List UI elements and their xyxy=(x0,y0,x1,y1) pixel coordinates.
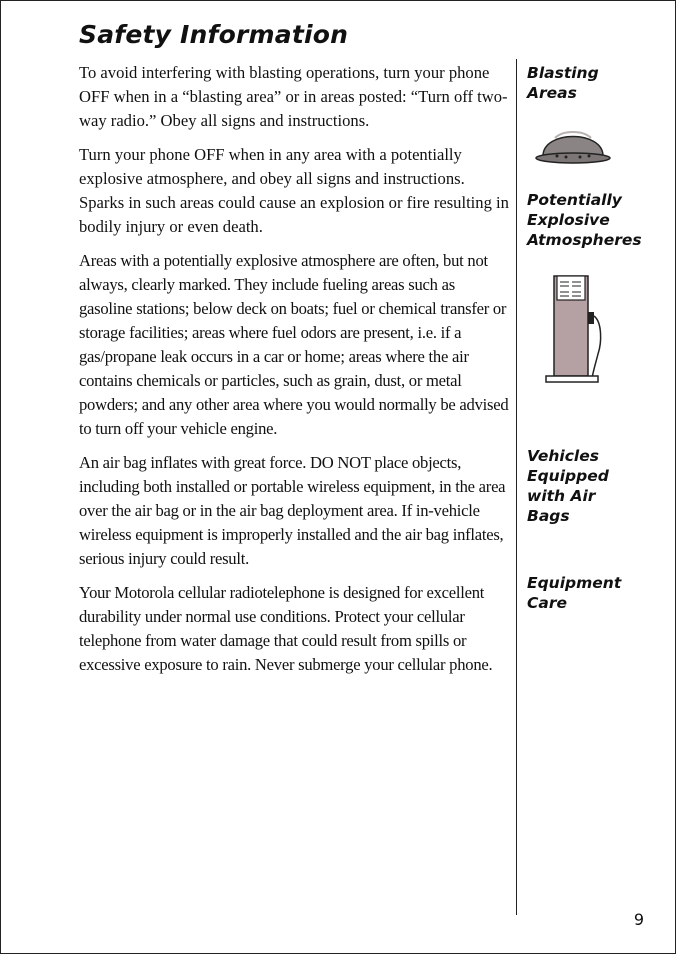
paragraph-blasting: To avoid interfering with blasting operations, turn your phone OFF when in a “blasting area” or in areas posted: “Turn off two-way radio.” Obey all signs and instructions. xyxy=(79,63,508,130)
sidehead-line: Bags xyxy=(527,507,570,525)
sidehead-line: Vehicles xyxy=(527,447,599,465)
page-title: Safety Information xyxy=(79,20,349,49)
paragraph-explosive-atmosphere: Turn your phone OFF when in any area with a potentially explosive atmosphere, and obey all signs and instructions. Sparks in such areas could cause an explosion or fire resulting in bodily injury or even death. xyxy=(79,145,509,236)
sidehead-line: Blasting xyxy=(527,64,599,82)
paragraph-air-bags: An air bag inflates with great force. DO NOT place objects, including both installed or portable wireless equipment, in the area over the air bag or in the air bag deployment area. If in-vehicle wireless equipment is improperly installed and the air bag inflates, serious injury could result. xyxy=(79,453,506,568)
sidehead-line: Care xyxy=(527,594,567,612)
margin-rule xyxy=(516,59,517,915)
sidehead-line: Atmospheres xyxy=(527,231,642,249)
paragraph-equipment-care: Your Motorola cellular radiotelephone is designed for excellent durability under normal use conditions. Protect your cellular telephone from water damage that could result from spills or excessive exposure to rain. Never submerge your cellular phone. xyxy=(79,583,493,674)
sidehead-blasting-areas xyxy=(527,63,599,103)
sidehead-line: Potentially xyxy=(527,191,622,209)
sidehead-potentially-explosive xyxy=(527,190,642,250)
sidehead-line: Equipment xyxy=(527,574,622,592)
paragraph-explosive-areas: Areas with a potentially explosive atmosphere are often, but not always, clearly marked. They include fueling areas such as gasoline stations; below deck on boats; fuel or chemical transfer or storage facilities; areas where fuel odors are present, i.e. if a gas/propane leak occurs in a car or home; areas where the air contains chemicals or particles, such as grain, dust, or metal powders; and any other area where you would normally be advised to turn off your vehicle engine. xyxy=(79,251,509,438)
fuel-pump-icon xyxy=(544,272,606,386)
sidehead-line: Explosive xyxy=(527,211,610,229)
sidehead-line: Areas xyxy=(527,84,577,102)
sidehead-line: Equipped xyxy=(527,467,609,485)
sidehead-line: with Air xyxy=(527,487,596,505)
sidehead-vehicles-air-bags xyxy=(527,446,609,526)
page-number: 9 xyxy=(633,910,644,929)
sidehead-equipment-care xyxy=(527,573,621,613)
hard-hat-icon xyxy=(533,120,613,166)
body-text xyxy=(79,61,509,687)
